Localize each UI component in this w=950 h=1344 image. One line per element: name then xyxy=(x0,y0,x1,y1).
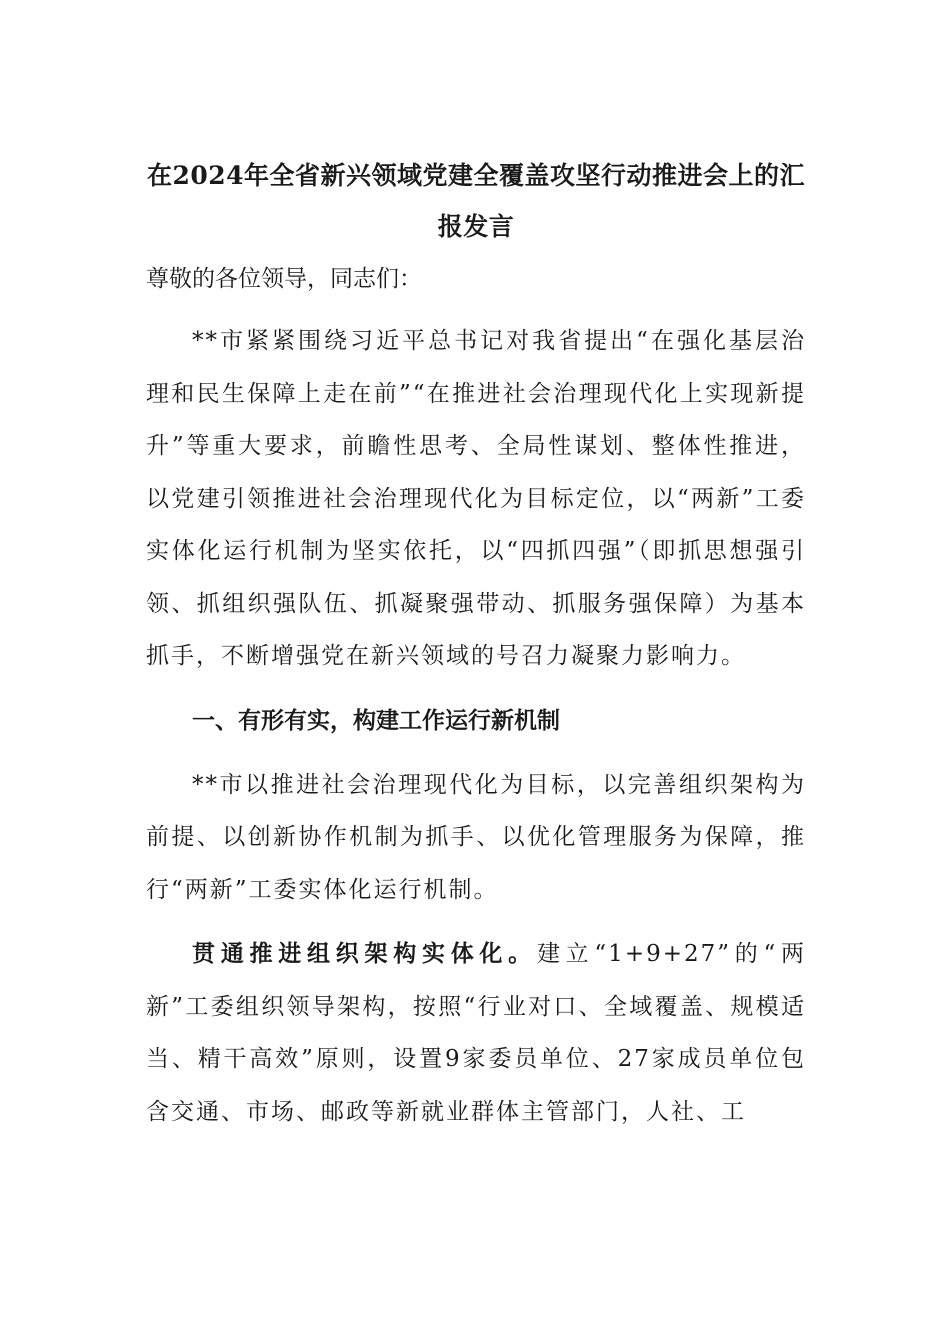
salutation: 尊敬的各位领导，同志们： xyxy=(146,266,422,292)
paragraph-body-text: 建立“1+9+27”的“两新”工委组织领导架构，按照“行业对口、全域覆盖、规模适当、精干高效”原则，设置9家委员单位、27家成员单位包含交通、市场、邮政等新就业群体主管部门，人社、工 xyxy=(146,941,807,1125)
paragraph-organization-structure xyxy=(146,928,806,1138)
document-title: 在2024年全省新兴领域党建全覆盖攻坚行动推进会上的汇报发言 xyxy=(146,161,806,241)
paragraph-lead-text: 贯通推进组织架构实体化。 xyxy=(192,940,537,967)
section-heading-1: 一、有形有实，构建工作运行新机制 xyxy=(192,706,560,734)
section-1-paragraph: **市以推进社会治理现代化为目标，以完善组织架构为前提、以创新协作机制为抓手、以优化管理服务为保障，推行“两新”工委实体化运行机制。 xyxy=(146,771,806,903)
intro-paragraph: **市紧紧围绕习近平总书记对我省提出“在强化基层治理和民生保障上走在前”“在推进社会治理现代化上实现新提升”等重大要求，前瞻性思考、全局性谋划、整体性推进，以党建引领推进社会治理现代化为目标定位，以“两新”工委实体化运行机制为坚实依托，以“四抓四强”（即抓思想强引领、抓组织强队伍、抓凝聚强带动、抓服务强保障）为基本抓手，不断增强党在新兴领域的号召力凝聚力影响力。 xyxy=(146,328,806,669)
document-body xyxy=(146,150,806,1150)
